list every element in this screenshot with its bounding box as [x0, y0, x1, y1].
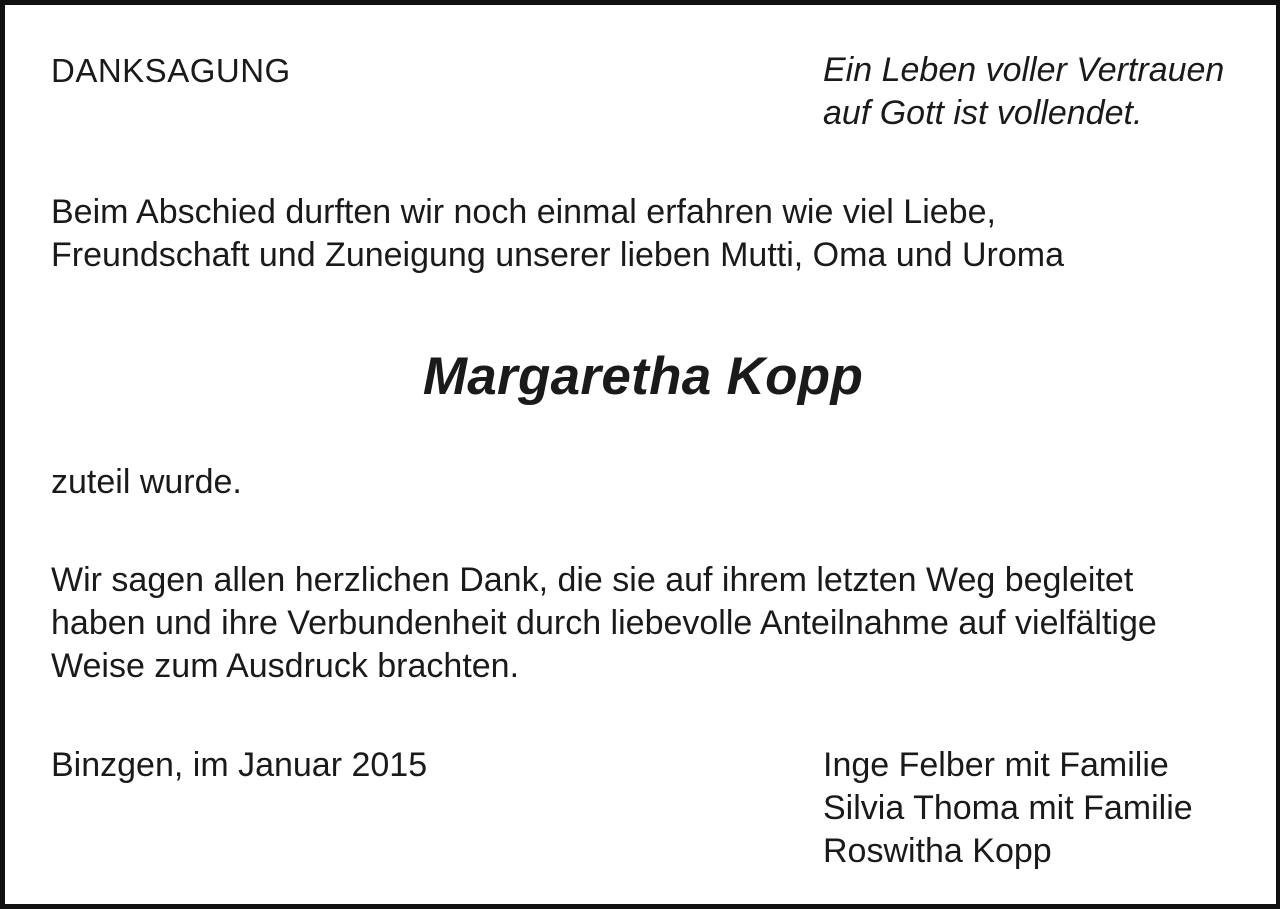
signer: Roswitha Kopp [823, 832, 1052, 870]
after-name-text: zuteil wurde. [51, 463, 242, 501]
signers-list [823, 744, 1193, 873]
signer: Silvia Thoma mit Familie [823, 789, 1193, 827]
intro-line: Freundschaft und Zuneigung unserer lieben Mutti, Oma und Uroma [51, 236, 1064, 274]
thanks-line: Weise zum Ausdruck brachten. [51, 647, 520, 685]
signer: Inge Felber mit Familie [823, 746, 1169, 784]
motto-line: Ein Leben voller Vertrauen [823, 51, 1225, 89]
place-date: Binzgen, im Januar 2015 [51, 746, 428, 784]
thanks-paragraph [51, 559, 1157, 688]
intro-paragraph [51, 191, 1064, 277]
motto-quote [823, 49, 1224, 135]
notice-heading: DANKSAGUNG [51, 52, 291, 89]
motto-line: auf Gott ist vollendet. [823, 94, 1143, 132]
thanks-line: haben und ihre Verbundenheit durch liebevolle Anteilnahme auf vielfältige [51, 604, 1157, 642]
intro-line: Beim Abschied durften wir noch einmal erfahren wie viel Liebe, [51, 193, 996, 231]
deceased-name: Margaretha Kopp [422, 347, 864, 406]
thanks-line: Wir sagen allen herzlichen Dank, die sie auf ihrem letzten Weg begleitet [51, 561, 1134, 599]
